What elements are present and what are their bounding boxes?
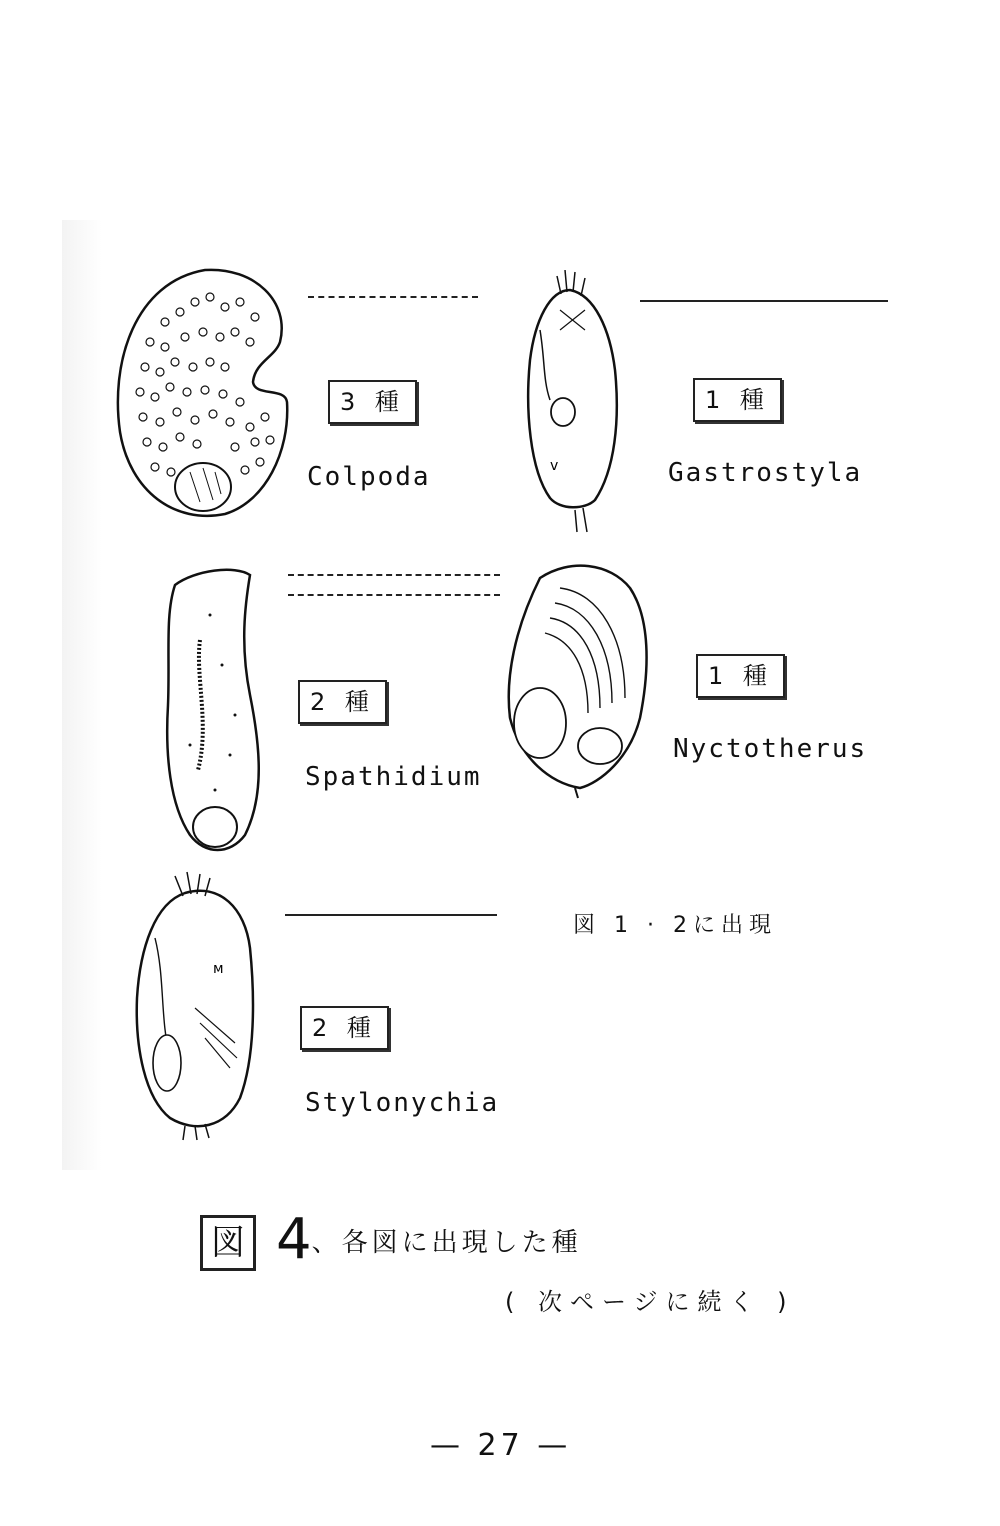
nyctotherus-name: Nyctotherus [673,734,868,764]
svg-text:v: v [550,458,559,474]
spathidium-line-upper [288,574,500,576]
continued-note: ( 次ページに続く ) [505,1288,795,1316]
figure-number: 4 [276,1207,312,1272]
spathidium-drawing [150,555,270,860]
stylonychia-name: Stylonychia [305,1088,500,1118]
colpoda-line [308,296,478,298]
stylonychia-count-badge: 2 種 [300,1006,389,1050]
scan-shadow [62,220,102,1170]
figure-char: 図 [200,1215,256,1271]
gastrostyla-drawing [515,270,630,535]
gastrostyla-name: Gastrostyla [668,458,863,488]
stylonychia-line [285,914,497,916]
colpoda-count-badge: 3 種 [328,380,417,424]
stylonychia-drawing [125,868,275,1143]
figure-caption [200,1208,582,1275]
nyctotherus-count-badge: 1 種 [696,654,785,698]
gastrostyla-line [640,300,888,302]
svg-text:м: м [213,961,224,977]
colpoda-drawing [105,262,305,527]
nyctotherus-drawing [500,548,660,800]
figure-title: 、各図に出現した種 [311,1227,582,1258]
spathidium-line-lower [288,594,500,596]
figure-reference: 図 1 · 2に出現 [573,913,777,938]
colpoda-name: Colpoda [307,462,431,492]
spathidium-name: Spathidium [305,762,482,792]
gastrostyla-count-badge: 1 種 [693,378,782,422]
spathidium-count-badge: 2 種 [298,680,387,724]
page-number: — 27 — [430,1428,572,1463]
